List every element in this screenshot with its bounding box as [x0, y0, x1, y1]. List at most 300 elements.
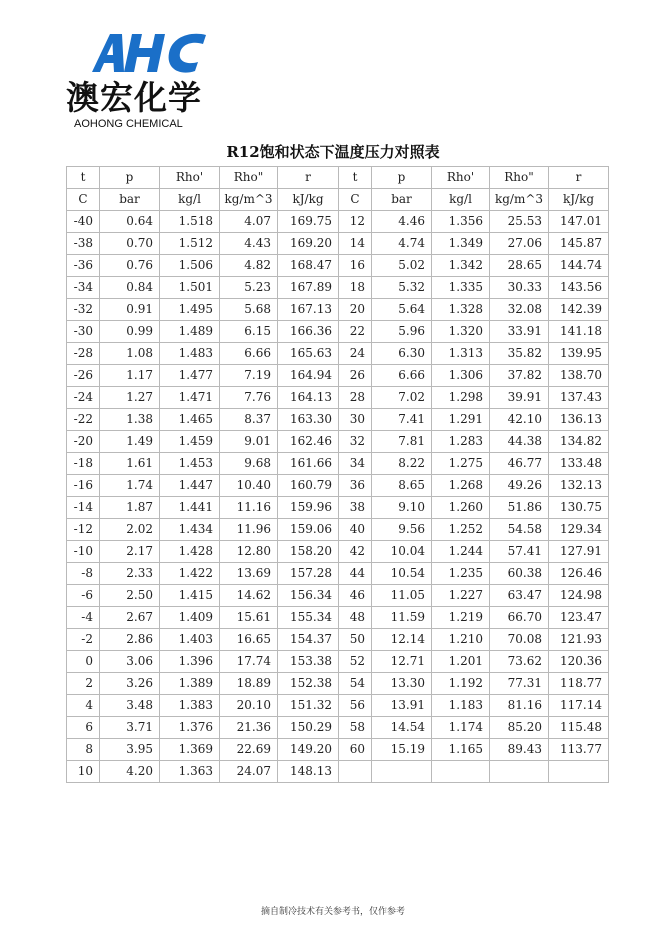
table-row [67, 695, 609, 717]
cell-p: 9.10 [372, 497, 432, 519]
table-row [67, 453, 609, 475]
cell-r: 163.30 [278, 409, 339, 431]
cell-t: 16 [339, 255, 372, 277]
cell-p: 0.91 [100, 299, 160, 321]
cell-r: 167.89 [278, 277, 339, 299]
table-row [67, 431, 609, 453]
cell-r: 148.13 [278, 761, 339, 783]
cell-rho-vapor: 8.37 [220, 409, 278, 431]
cell-rho-vapor: 7.76 [220, 387, 278, 409]
cell-p: 0.76 [100, 255, 160, 277]
cell-rho-vapor: 6.66 [220, 343, 278, 365]
cell-r: 120.36 [549, 651, 609, 673]
cell-r: 126.46 [549, 563, 609, 585]
cell-p: 12.14 [372, 629, 432, 651]
cell-p: 13.30 [372, 673, 432, 695]
cell-p: 3.06 [100, 651, 160, 673]
cell-p: 3.26 [100, 673, 160, 695]
cell-r: 150.29 [278, 717, 339, 739]
cell-rho-vapor: 4.82 [220, 255, 278, 277]
cell-r: 156.34 [278, 585, 339, 607]
cell-t: 48 [339, 607, 372, 629]
page-title: R12饱和状态下温度压力对照表 [226, 143, 440, 161]
cell-rho-liquid: 1.363 [160, 761, 220, 783]
cell-r: 113.77 [549, 739, 609, 761]
cell-rho-liquid: 1.389 [160, 673, 220, 695]
cell-rho-liquid: 1.422 [160, 563, 220, 585]
cell-rho-vapor: 15.61 [220, 607, 278, 629]
cell-rho-liquid: 1.306 [432, 365, 490, 387]
cell-rho-vapor: 33.91 [490, 321, 549, 343]
cell-rho-vapor: 25.53 [490, 211, 549, 233]
cell-rho-liquid: 1.235 [432, 563, 490, 585]
ahc-logo-mark-icon [90, 30, 210, 76]
cell-rho-liquid: 1.342 [432, 255, 490, 277]
cell-rho-vapor: 81.16 [490, 695, 549, 717]
cell-rho-vapor: 66.70 [490, 607, 549, 629]
footer-note: 摘自制冷技术有关参考书，仅作参考 [260, 907, 405, 917]
cell-rho-vapor: 60.38 [490, 563, 549, 585]
cell-t: -36 [67, 255, 100, 277]
cell-r: 117.14 [549, 695, 609, 717]
cell-rho-vapor: 42.10 [490, 409, 549, 431]
cell-rho-liquid: 1.275 [432, 453, 490, 475]
cell-rho-liquid: 1.495 [160, 299, 220, 321]
cell-p: 5.64 [372, 299, 432, 321]
table-row [67, 365, 609, 387]
cell-t: -16 [67, 475, 100, 497]
cell-p: 2.86 [100, 629, 160, 651]
cell-t: 30 [339, 409, 372, 431]
unit-rho-liquid-left: kg/l [160, 189, 220, 211]
cell-t: 38 [339, 497, 372, 519]
cell-rho-liquid: 1.459 [160, 431, 220, 453]
cell-r: 132.13 [549, 475, 609, 497]
header-rho-liquid-right: Rho' [432, 167, 490, 189]
cell-r: 149.20 [278, 739, 339, 761]
header-rho-vapor-right: Rho" [490, 167, 549, 189]
table-row [67, 761, 609, 783]
cell-rho-vapor: 7.19 [220, 365, 278, 387]
cell-rho-vapor: 12.80 [220, 541, 278, 563]
cell-rho-liquid: 1.201 [432, 651, 490, 673]
cell-rho-liquid: 1.501 [160, 277, 220, 299]
cell-p: 1.38 [100, 409, 160, 431]
cell-rho-vapor: 85.20 [490, 717, 549, 739]
cell-r: 161.66 [278, 453, 339, 475]
unit-rho-vapor-left: kg/m^3 [220, 189, 278, 211]
cell-rho-vapor: 11.16 [220, 497, 278, 519]
table-units-row [67, 189, 609, 211]
cell-rho-vapor: 30.33 [490, 277, 549, 299]
cell-r: 134.82 [549, 431, 609, 453]
cell-t: 14 [339, 233, 372, 255]
cell-rho-vapor: 10.40 [220, 475, 278, 497]
cell-rho-liquid: 1.291 [432, 409, 490, 431]
cell-t: -14 [67, 497, 100, 519]
header-r-left: r [278, 167, 339, 189]
cell-p: 4.46 [372, 211, 432, 233]
cell-rho-liquid: 1.471 [160, 387, 220, 409]
cell-r: 154.37 [278, 629, 339, 651]
cell-rho-liquid: 1.434 [160, 519, 220, 541]
cell-rho-vapor: 6.15 [220, 321, 278, 343]
table-row [67, 233, 609, 255]
cell-rho-liquid: 1.477 [160, 365, 220, 387]
cell-r: 153.38 [278, 651, 339, 673]
cell-t: -38 [67, 233, 100, 255]
cell-p: 8.22 [372, 453, 432, 475]
table-row [67, 497, 609, 519]
cell-p: 4.20 [100, 761, 160, 783]
cell-r: 167.13 [278, 299, 339, 321]
cell-t: -40 [67, 211, 100, 233]
cell-rho-liquid: 1.335 [432, 277, 490, 299]
cell-r: 130.75 [549, 497, 609, 519]
cell-t: -12 [67, 519, 100, 541]
logo-chinese-name: 澳宏化学 [66, 78, 202, 117]
unit-r-right: kJ/kg [549, 189, 609, 211]
cell-rho-liquid: 1.183 [432, 695, 490, 717]
table-row [67, 343, 609, 365]
header-t-right: t [339, 167, 372, 189]
cell-t: -2 [67, 629, 100, 651]
cell-rho-vapor: 21.36 [220, 717, 278, 739]
table-row [67, 563, 609, 585]
cell-rho-liquid: 1.328 [432, 299, 490, 321]
cell-rho-vapor: 17.74 [220, 651, 278, 673]
cell-p: 11.59 [372, 607, 432, 629]
cell-r: 138.70 [549, 365, 609, 387]
cell-p: 4.74 [372, 233, 432, 255]
cell-r: 137.43 [549, 387, 609, 409]
cell-rho-liquid: 1.356 [432, 211, 490, 233]
cell-r: 159.96 [278, 497, 339, 519]
table-row [67, 475, 609, 497]
cell-r: 123.47 [549, 607, 609, 629]
cell-rho-vapor: 5.68 [220, 299, 278, 321]
cell-rho-liquid: 1.383 [160, 695, 220, 717]
cell-r: 169.20 [278, 233, 339, 255]
table-row [67, 519, 609, 541]
cell-t: -18 [67, 453, 100, 475]
cell-rho-vapor: 51.86 [490, 497, 549, 519]
unit-p-right: bar [372, 189, 432, 211]
cell-rho-vapor: 14.62 [220, 585, 278, 607]
header-rho-liquid-left: Rho' [160, 167, 220, 189]
cell-p: 2.50 [100, 585, 160, 607]
cell-rho-liquid: 1.428 [160, 541, 220, 563]
cell-p: 1.27 [100, 387, 160, 409]
cell-p: 3.48 [100, 695, 160, 717]
cell-p: 6.66 [372, 365, 432, 387]
cell-t: 12 [339, 211, 372, 233]
table-row [67, 211, 609, 233]
cell-p: 0.64 [100, 211, 160, 233]
cell-rho-vapor: 39.91 [490, 387, 549, 409]
cell-rho-vapor: 46.77 [490, 453, 549, 475]
cell-t: 34 [339, 453, 372, 475]
header-r-right: r [549, 167, 609, 189]
cell-rho-vapor: 27.06 [490, 233, 549, 255]
cell-r: 145.87 [549, 233, 609, 255]
header-t-left: t [67, 167, 100, 189]
cell-rho-liquid [432, 761, 490, 783]
cell-rho-vapor: 54.58 [490, 519, 549, 541]
cell-r: 141.18 [549, 321, 609, 343]
cell-rho-liquid: 1.268 [432, 475, 490, 497]
cell-rho-vapor: 5.23 [220, 277, 278, 299]
cell-p: 5.96 [372, 321, 432, 343]
table-row [67, 607, 609, 629]
cell-p: 11.05 [372, 585, 432, 607]
table-row [67, 717, 609, 739]
cell-rho-vapor: 44.38 [490, 431, 549, 453]
cell-rho-liquid: 1.506 [160, 255, 220, 277]
cell-rho-liquid: 1.512 [160, 233, 220, 255]
cell-rho-liquid: 1.349 [432, 233, 490, 255]
cell-r: 139.95 [549, 343, 609, 365]
cell-t: -4 [67, 607, 100, 629]
cell-r: 162.46 [278, 431, 339, 453]
cell-r: 142.39 [549, 299, 609, 321]
cell-r: 118.77 [549, 673, 609, 695]
cell-rho-vapor: 24.07 [220, 761, 278, 783]
cell-rho-vapor: 73.62 [490, 651, 549, 673]
cell-p: 12.71 [372, 651, 432, 673]
cell-t: 2 [67, 673, 100, 695]
cell-p: 13.91 [372, 695, 432, 717]
cell-rho-vapor: 16.65 [220, 629, 278, 651]
cell-rho-vapor: 70.08 [490, 629, 549, 651]
unit-r-left: kJ/kg [278, 189, 339, 211]
cell-t: -26 [67, 365, 100, 387]
cell-t: 54 [339, 673, 372, 695]
cell-t: 22 [339, 321, 372, 343]
cell-rho-liquid: 1.415 [160, 585, 220, 607]
header-rho-vapor-left: Rho" [220, 167, 278, 189]
cell-r: 165.63 [278, 343, 339, 365]
unit-rho-liquid-right: kg/l [432, 189, 490, 211]
cell-t: 28 [339, 387, 372, 409]
cell-p: 5.02 [372, 255, 432, 277]
cell-t: -22 [67, 409, 100, 431]
cell-rho-vapor: 32.08 [490, 299, 549, 321]
cell-t: -32 [67, 299, 100, 321]
cell-rho-vapor: 63.47 [490, 585, 549, 607]
cell-rho-liquid: 1.403 [160, 629, 220, 651]
cell-rho-vapor: 18.89 [220, 673, 278, 695]
cell-r: 159.06 [278, 519, 339, 541]
cell-rho-vapor: 4.43 [220, 233, 278, 255]
table-row [67, 409, 609, 431]
cell-rho-vapor [490, 761, 549, 783]
table-row [67, 277, 609, 299]
cell-rho-vapor: 49.26 [490, 475, 549, 497]
cell-t: -34 [67, 277, 100, 299]
cell-rho-liquid: 1.219 [432, 607, 490, 629]
cell-rho-liquid: 1.447 [160, 475, 220, 497]
cell-t: 4 [67, 695, 100, 717]
cell-rho-liquid: 1.518 [160, 211, 220, 233]
cell-rho-liquid: 1.210 [432, 629, 490, 651]
table-row [67, 541, 609, 563]
cell-t: 10 [67, 761, 100, 783]
cell-rho-vapor: 11.96 [220, 519, 278, 541]
cell-r: 115.48 [549, 717, 609, 739]
cell-p: 2.02 [100, 519, 160, 541]
cell-rho-liquid: 1.174 [432, 717, 490, 739]
cell-p: 1.74 [100, 475, 160, 497]
cell-p: 7.41 [372, 409, 432, 431]
cell-t [339, 761, 372, 783]
cell-rho-vapor: 28.65 [490, 255, 549, 277]
cell-r: 169.75 [278, 211, 339, 233]
cell-r: 129.34 [549, 519, 609, 541]
cell-rho-liquid: 1.483 [160, 343, 220, 365]
cell-r: 168.47 [278, 255, 339, 277]
cell-rho-liquid: 1.369 [160, 739, 220, 761]
cell-p: 2.33 [100, 563, 160, 585]
cell-p: 10.54 [372, 563, 432, 585]
table-header-row [67, 167, 609, 189]
cell-r: 124.98 [549, 585, 609, 607]
cell-r: 166.36 [278, 321, 339, 343]
cell-p: 7.81 [372, 431, 432, 453]
cell-t: -6 [67, 585, 100, 607]
cell-p: 1.87 [100, 497, 160, 519]
cell-p: 10.04 [372, 541, 432, 563]
cell-t: 44 [339, 563, 372, 585]
cell-p: 2.17 [100, 541, 160, 563]
unit-t-right: C [339, 189, 372, 211]
cell-rho-liquid: 1.192 [432, 673, 490, 695]
table-row [67, 673, 609, 695]
unit-rho-vapor-right: kg/m^3 [490, 189, 549, 211]
cell-rho-liquid: 1.244 [432, 541, 490, 563]
cell-rho-liquid: 1.227 [432, 585, 490, 607]
cell-r: 143.56 [549, 277, 609, 299]
cell-r: 121.93 [549, 629, 609, 651]
cell-p: 0.70 [100, 233, 160, 255]
cell-t: -20 [67, 431, 100, 453]
cell-r [549, 761, 609, 783]
cell-r: 147.01 [549, 211, 609, 233]
cell-rho-vapor: 89.43 [490, 739, 549, 761]
cell-rho-vapor: 9.01 [220, 431, 278, 453]
cell-t: 8 [67, 739, 100, 761]
cell-r: 136.13 [549, 409, 609, 431]
cell-rho-liquid: 1.376 [160, 717, 220, 739]
cell-rho-liquid: 1.283 [432, 431, 490, 453]
cell-p: 1.49 [100, 431, 160, 453]
cell-p: 6.30 [372, 343, 432, 365]
cell-t: 20 [339, 299, 372, 321]
cell-t: 32 [339, 431, 372, 453]
cell-p: 14.54 [372, 717, 432, 739]
cell-p: 9.56 [372, 519, 432, 541]
cell-p: 15.19 [372, 739, 432, 761]
cell-rho-liquid: 1.465 [160, 409, 220, 431]
cell-r: 155.34 [278, 607, 339, 629]
pressure-temperature-table [66, 166, 609, 783]
cell-r: 133.48 [549, 453, 609, 475]
header-p-left: p [100, 167, 160, 189]
cell-t: 56 [339, 695, 372, 717]
cell-p: 1.08 [100, 343, 160, 365]
cell-p: 1.61 [100, 453, 160, 475]
cell-r: 144.74 [549, 255, 609, 277]
cell-rho-liquid: 1.313 [432, 343, 490, 365]
cell-t: 40 [339, 519, 372, 541]
table-row [67, 299, 609, 321]
cell-rho-liquid: 1.298 [432, 387, 490, 409]
cell-rho-vapor: 13.69 [220, 563, 278, 585]
table-row [67, 585, 609, 607]
cell-rho-liquid: 1.252 [432, 519, 490, 541]
cell-t: -10 [67, 541, 100, 563]
unit-t-left: C [67, 189, 100, 211]
cell-p: 8.65 [372, 475, 432, 497]
cell-p: 3.95 [100, 739, 160, 761]
cell-p: 0.84 [100, 277, 160, 299]
table-row [67, 651, 609, 673]
cell-rho-vapor: 57.41 [490, 541, 549, 563]
cell-rho-liquid: 1.453 [160, 453, 220, 475]
cell-p: 1.17 [100, 365, 160, 387]
cell-rho-liquid: 1.409 [160, 607, 220, 629]
cell-t: 18 [339, 277, 372, 299]
logo-english-name: AOHONG CHEMICAL [74, 118, 183, 130]
cell-rho-vapor: 77.31 [490, 673, 549, 695]
cell-t: 24 [339, 343, 372, 365]
cell-t: -24 [67, 387, 100, 409]
cell-t: 46 [339, 585, 372, 607]
cell-t: 26 [339, 365, 372, 387]
cell-rho-vapor: 9.68 [220, 453, 278, 475]
cell-t: 36 [339, 475, 372, 497]
cell-t: 52 [339, 651, 372, 673]
cell-rho-liquid: 1.489 [160, 321, 220, 343]
cell-t: 50 [339, 629, 372, 651]
cell-r: 158.20 [278, 541, 339, 563]
cell-r: 152.38 [278, 673, 339, 695]
cell-t: 0 [67, 651, 100, 673]
company-logo [62, 30, 222, 130]
cell-r: 164.94 [278, 365, 339, 387]
cell-r: 160.79 [278, 475, 339, 497]
cell-rho-liquid: 1.320 [432, 321, 490, 343]
cell-t: -28 [67, 343, 100, 365]
table-row [67, 387, 609, 409]
cell-p [372, 761, 432, 783]
table-row [67, 629, 609, 651]
cell-rho-vapor: 20.10 [220, 695, 278, 717]
cell-rho-liquid: 1.165 [432, 739, 490, 761]
table-row [67, 739, 609, 761]
cell-rho-liquid: 1.396 [160, 651, 220, 673]
cell-t: 6 [67, 717, 100, 739]
cell-p: 5.32 [372, 277, 432, 299]
cell-p: 2.67 [100, 607, 160, 629]
cell-r: 127.91 [549, 541, 609, 563]
cell-rho-vapor: 22.69 [220, 739, 278, 761]
header-p-right: p [372, 167, 432, 189]
cell-rho-vapor: 35.82 [490, 343, 549, 365]
cell-t: 58 [339, 717, 372, 739]
cell-t: 60 [339, 739, 372, 761]
cell-p: 7.02 [372, 387, 432, 409]
